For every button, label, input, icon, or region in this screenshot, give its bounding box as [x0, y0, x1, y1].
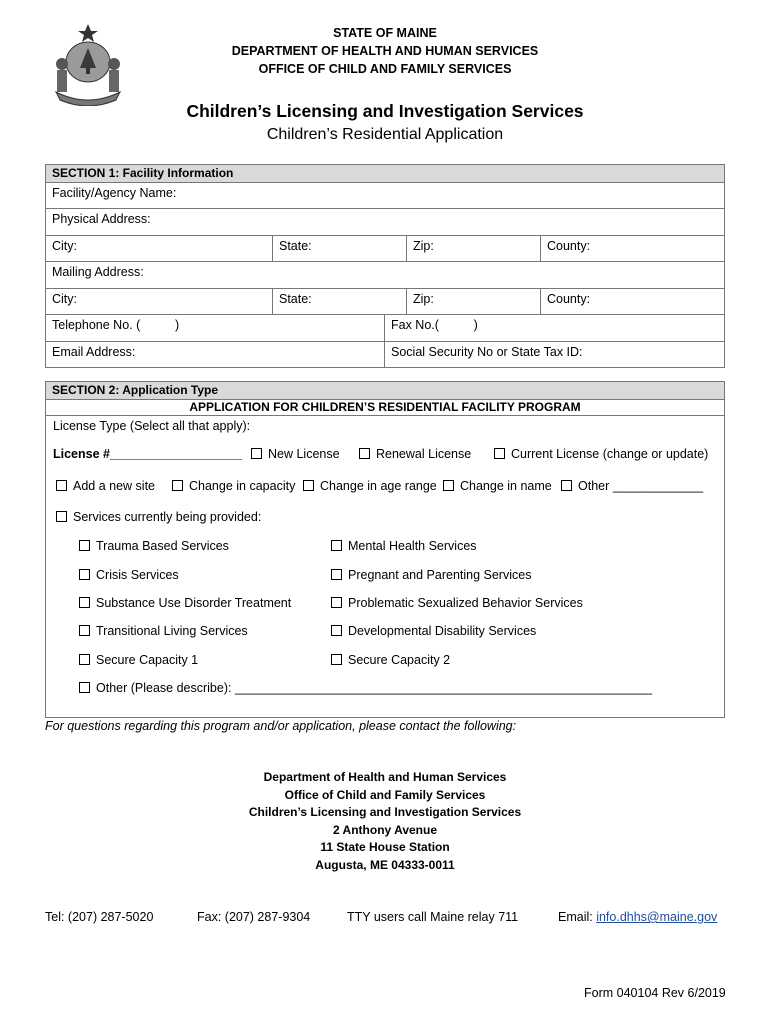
- license-number-field[interactable]: License #___________________: [53, 447, 243, 461]
- physical-state-field[interactable]: State:: [272, 236, 406, 261]
- checkbox-icon: [56, 511, 67, 522]
- section-2-heading: SECTION 2: Application Type: [46, 382, 724, 400]
- checkbox-icon: [79, 597, 90, 608]
- contact-fax: Fax: (207) 287-9304: [197, 910, 311, 924]
- physical-city-field[interactable]: City:: [52, 239, 77, 253]
- checkbox-icon: [79, 654, 90, 665]
- program-title: APPLICATION FOR CHILDREN’S RESIDENTIAL FACILITY PROGRAM: [189, 400, 581, 414]
- mailing-zip-field[interactable]: Zip:: [406, 289, 540, 314]
- contact-address2: 11 State House Station: [320, 840, 450, 854]
- contact-org2: Office of Child and Family Services: [284, 788, 486, 802]
- checkbox-icon: [79, 569, 90, 580]
- service-pregnant-parenting-checkbox[interactable]: Pregnant and Parenting Services: [331, 568, 531, 582]
- header-office: OFFICE OF CHILD AND FAMILY SERVICES: [258, 62, 512, 76]
- current-license-checkbox[interactable]: Current License (change or update): [494, 447, 708, 461]
- section-1-facility-information: [45, 164, 725, 368]
- license-type-label: License Type (Select all that apply):: [53, 419, 251, 433]
- physical-county-field[interactable]: County:: [540, 236, 726, 261]
- add-site-checkbox[interactable]: Add a new site: [56, 479, 155, 493]
- checkbox-icon: [331, 569, 342, 580]
- facility-name-field[interactable]: Facility/Agency Name:: [52, 186, 177, 200]
- header-state: STATE OF MAINE: [333, 26, 437, 40]
- service-trauma-checkbox[interactable]: Trauma Based Services: [79, 539, 229, 553]
- physical-address-field[interactable]: Physical Address:: [52, 212, 151, 226]
- other-change-checkbox[interactable]: Other _____________: [561, 479, 703, 493]
- ssn-tax-id-field[interactable]: Social Security No or State Tax ID:: [384, 342, 726, 367]
- checkbox-icon: [331, 540, 342, 551]
- checkbox-icon: [79, 682, 90, 693]
- contact-org3: Children’s Licensing and Investigation Services: [248, 805, 522, 819]
- physical-zip-field[interactable]: Zip:: [406, 236, 540, 261]
- contact-telephone: Tel: (207) 287-5020: [45, 910, 154, 924]
- contact-address3: Augusta, ME 04333-0011: [315, 858, 455, 872]
- service-other-checkbox[interactable]: Other (Please describe): ____________________________________________________________: [79, 681, 652, 695]
- change-capacity-checkbox[interactable]: Change in capacity: [172, 479, 295, 493]
- services-provided-checkbox[interactable]: Services currently being provided:: [56, 510, 261, 524]
- checkbox-icon: [79, 625, 90, 636]
- contact-email: Email: info.dhhs@maine.gov: [558, 910, 718, 924]
- section-2-application-type: [45, 381, 725, 718]
- service-transitional-living-checkbox[interactable]: Transitional Living Services: [79, 624, 248, 638]
- contact-address1: 2 Anthony Avenue: [332, 823, 437, 837]
- checkbox-icon: [359, 448, 370, 459]
- page-title: Children’s Licensing and Investigation Services: [186, 101, 584, 121]
- service-problematic-behavior-checkbox[interactable]: Problematic Sexualized Behavior Services: [331, 596, 583, 610]
- mailing-city-field[interactable]: City:: [52, 292, 77, 306]
- section-1-heading: SECTION 1: Facility Information: [46, 165, 724, 183]
- email-field[interactable]: Email Address:: [52, 345, 136, 359]
- service-developmental-disability-checkbox[interactable]: Developmental Disability Services: [331, 624, 536, 638]
- fax-field[interactable]: Fax No.( ): [384, 315, 726, 341]
- change-age-range-checkbox[interactable]: Change in age range: [303, 479, 437, 493]
- service-mental-health-checkbox[interactable]: Mental Health Services: [331, 539, 477, 553]
- service-secure-capacity-1-checkbox[interactable]: Secure Capacity 1: [79, 653, 198, 667]
- service-secure-capacity-2-checkbox[interactable]: Secure Capacity 2: [331, 653, 450, 667]
- page-subtitle: Children’s Residential Application: [266, 126, 504, 143]
- checkbox-icon: [56, 480, 67, 491]
- checkbox-icon: [172, 480, 183, 491]
- checkbox-icon: [331, 654, 342, 665]
- service-crisis-checkbox[interactable]: Crisis Services: [79, 568, 179, 582]
- checkbox-icon: [303, 480, 314, 491]
- change-name-checkbox[interactable]: Change in name: [443, 479, 552, 493]
- checkbox-icon: [443, 480, 454, 491]
- mailing-county-field[interactable]: County:: [540, 289, 726, 314]
- contact-tty: TTY users call Maine relay 711: [347, 910, 519, 924]
- checkbox-icon: [331, 625, 342, 636]
- checkbox-icon: [331, 597, 342, 608]
- contact-org1: Department of Health and Human Services: [263, 770, 507, 784]
- form-number: Form 040104 Rev 6/2019: [584, 986, 726, 1000]
- checkbox-icon: [494, 448, 505, 459]
- telephone-field[interactable]: Telephone No. ( ): [52, 318, 180, 332]
- renewal-license-checkbox[interactable]: Renewal License: [359, 447, 471, 461]
- new-license-checkbox[interactable]: New License: [251, 447, 340, 461]
- checkbox-icon: [79, 540, 90, 551]
- service-substance-use-checkbox[interactable]: Substance Use Disorder Treatment: [79, 596, 291, 610]
- contact-note: For questions regarding this program and/or application, please contact the following:: [45, 719, 517, 733]
- checkbox-icon: [561, 480, 572, 491]
- mailing-state-field[interactable]: State:: [272, 289, 406, 314]
- mailing-address-field[interactable]: Mailing Address:: [52, 265, 144, 279]
- header-department: DEPARTMENT OF HEALTH AND HUMAN SERVICES: [231, 44, 539, 58]
- email-link[interactable]: info.dhhs@maine.gov: [596, 910, 718, 924]
- checkbox-icon: [251, 448, 262, 459]
